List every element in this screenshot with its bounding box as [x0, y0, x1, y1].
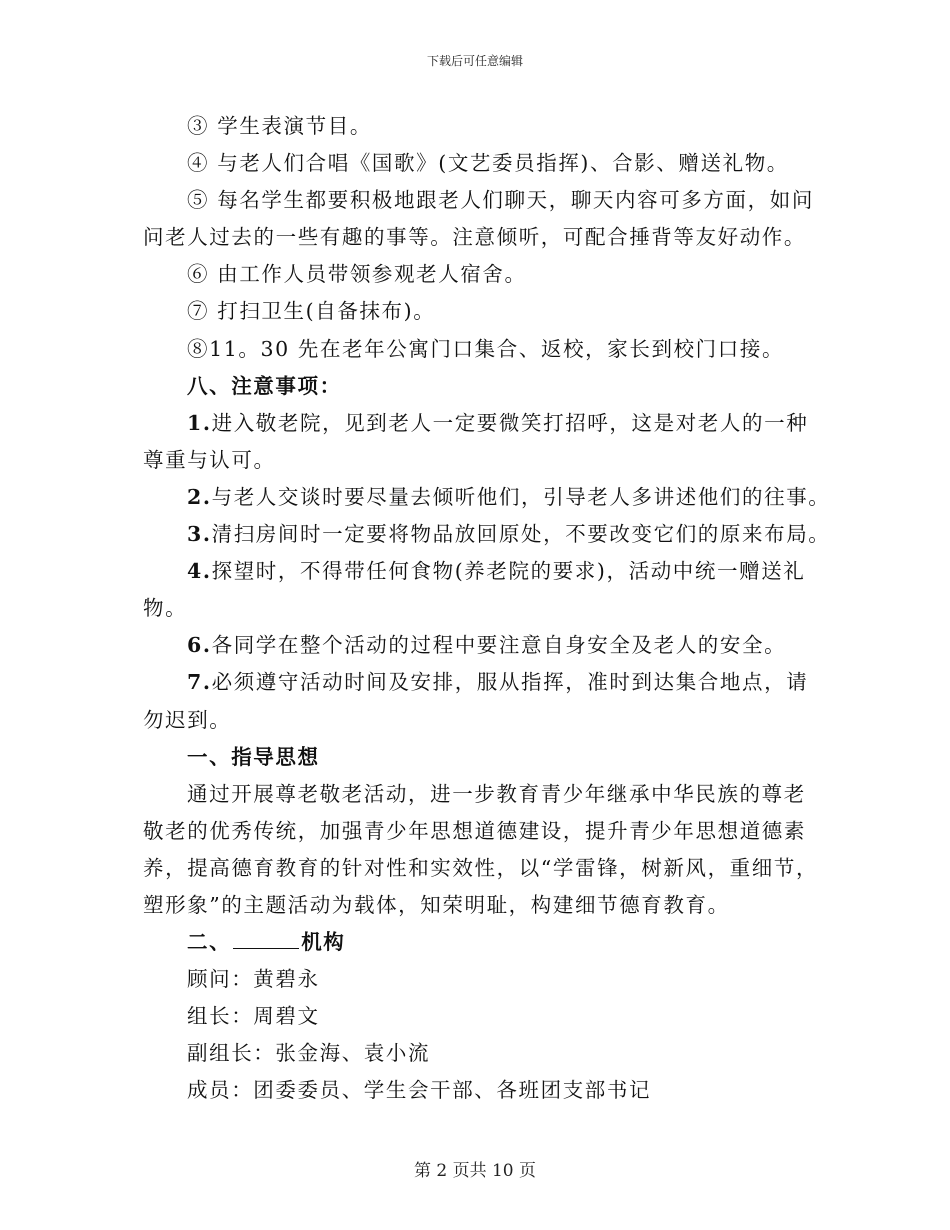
org-leader: 组长：周碧文: [187, 1004, 320, 1029]
activity-step-7: ⑦ 打扫卫生(自备抹布)。: [187, 299, 436, 324]
section-heading-notes: 八、注意事项：: [187, 373, 342, 398]
note-item-4-cont: 物。: [143, 596, 188, 621]
note-item-6: [143, 627, 811, 664]
note-item-3: [143, 516, 831, 553]
note-item-1: [143, 405, 811, 442]
note-item-4: [143, 553, 811, 590]
paragraph-line-4: 塑形象”的主题活动为载体，知荣明耻，构建细节德育教育。: [143, 892, 730, 917]
paragraph-line-2: 敬老的优秀传统，加强青少年思想道德建设，提升青少年思想道德素: [143, 818, 806, 843]
activity-step-5-cont: 问老人过去的一些有趣的事等。注意倾听，可配合捶背等友好动作。: [143, 225, 806, 250]
activity-step-4: ④ 与老人们合唱《国歌》(文艺委员指挥)、合影、赠送礼物。: [187, 151, 789, 176]
note-item-2: [143, 479, 831, 516]
document-body: [143, 108, 831, 1110]
paragraph-line-3: 养，提高德育教育的针对性和实效性，以“学雷锋，树新风，重细节，: [143, 855, 819, 880]
heading-suffix: 机构: [301, 930, 346, 955]
page-header: 下载后可任意编辑: [426, 54, 523, 68]
heading-prefix: 二、: [187, 930, 232, 955]
note-number: 2.: [187, 484, 212, 509]
note-item-1-cont: 尊重与认可。: [143, 447, 276, 472]
note-number: 6.: [187, 633, 212, 658]
note-item-7-cont: 勿迟到。: [143, 707, 232, 732]
note-item-7: [143, 664, 811, 701]
activity-step-6: ⑥ 由工作人员带领参观老人宿舍。: [187, 262, 527, 287]
org-advisor: 顾问：黄碧永: [187, 967, 320, 992]
org-members: 成员：团委委员、学生会干部、各班团支部书记: [187, 1078, 652, 1103]
org-deputy-leader: 副组长：张金海、袁小流: [187, 1041, 431, 1066]
note-text: 进入敬老院，见到老人一定要微笑打招呼，这是对老人的一种: [211, 410, 809, 435]
note-number: 4.: [187, 559, 212, 584]
note-text: 必须遵守活动时间及安排，服从指挥，准时到达集合地点，请: [211, 670, 809, 695]
section-heading-guiding-thought: 一、指导思想: [187, 744, 320, 769]
note-text: 各同学在整个活动的过程中要注意自身安全及老人的安全。: [211, 633, 787, 658]
note-number: 7.: [187, 670, 212, 695]
page-footer: 第 2 页共 10 页: [413, 1161, 537, 1181]
activity-step-5: ⑤ 每名学生都要积极地跟老人们聊天，聊天内容可多方面，如问: [187, 188, 814, 213]
activity-step-3: ③ 学生表演节目。: [187, 114, 372, 138]
paragraph-line-1: 通过开展尊老敬老活动，进一步教育青少年继承中华民族的尊老: [187, 781, 806, 806]
note-number: 3.: [187, 522, 212, 547]
section-heading-organization: [143, 924, 811, 961]
note-number: 1.: [187, 410, 212, 435]
note-text: 与老人交谈时要尽量去倾听他们，引导老人多讲述他们的往事。: [211, 484, 831, 509]
note-text: 清扫房间时一定要将物品放回原处，不要改变它们的原来布局。: [211, 522, 831, 547]
note-text: 探望时，不得带任何食物(养老院的要求)，活动中统一赠送礼: [211, 559, 806, 584]
activity-step-8: ⑧11。30 先在老年公寓门口集合、返校，家长到校门口接。: [187, 336, 785, 361]
fill-in-blank: [233, 928, 299, 949]
